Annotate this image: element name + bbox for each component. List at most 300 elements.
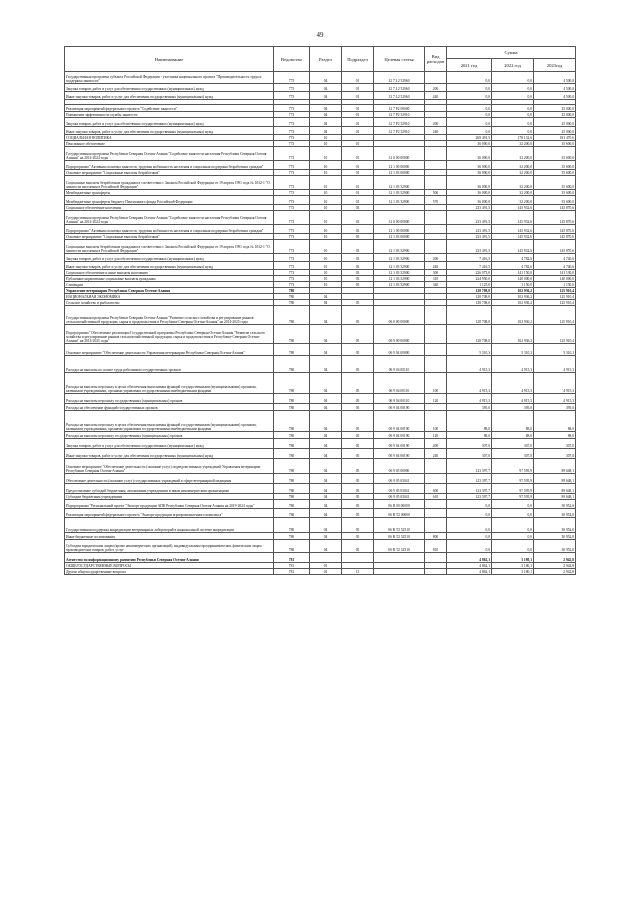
row-ved: 773 [274, 147, 310, 161]
row-expense-type [425, 211, 447, 225]
row-value-2022: 1 150,0 [492, 282, 534, 288]
row-value-2023: 145 870,6 [534, 211, 576, 225]
table-body [65, 72, 576, 575]
row-razdel: 10 [310, 141, 342, 147]
row-value-2023: 395,0 [534, 404, 576, 411]
header-2022: 2022 год [492, 59, 534, 72]
row-name: Сельское хозяйство и рыболовство [65, 300, 274, 306]
row-target-article: 12 0 00 00000 [374, 211, 425, 225]
row-razdel: 04 [310, 72, 342, 84]
row-name: Социальные выплаты безработным гражданам в соответствии с Законом Российской Федерации от 19 апреля 1991 года № 1032-1 "О занятости населения в Российской Федерации" [65, 240, 274, 254]
row-name: Субсидии бюджетным учреждениям [65, 494, 274, 500]
row-podrazdel: 01 [342, 176, 374, 190]
row-podrazdel: 03 [342, 211, 374, 225]
row-razdel: 01 [310, 563, 342, 569]
table-row [65, 484, 576, 494]
row-expense-type: 800 [425, 533, 447, 540]
row-name: Закупка товаров, работ и услуг для обеспечения государственных (муниципальных) нужд [65, 118, 274, 127]
row-expense-type [425, 325, 447, 344]
row-name: Подпрограмма "Обеспечение реализации Государственной программы Республики Северная Осетия-Алания "Развитие сельского хозяйства и регулирование рынков сельскохозяйственной продукции, сырья и продовольствия в Республике Северная Осетия-Алания" на 2014-2025 годы" [65, 325, 274, 344]
row-name: Расходы на выплаты персоналу в целях обеспечения выполнения функций государственными (муниципальными) органами, казенными учреждениями, органами управления государственными внебюджетными фондами [65, 373, 274, 394]
row-razdel: 04 [310, 394, 342, 404]
row-target-article: 12 1 03 52900 [374, 240, 425, 254]
row-razdel: 04 [310, 432, 342, 439]
row-podrazdel: 05 [342, 411, 374, 432]
row-value-2022: 32 200,0 [492, 147, 534, 161]
row-expense-type [425, 225, 447, 234]
row-ved: 773 [274, 127, 310, 135]
row-ved: 780 [274, 356, 310, 373]
row-value-2023: 125 910,4 [534, 300, 576, 306]
row-value-2021: 233 491,5 [447, 205, 492, 211]
row-value-2023: 89 648,1 [534, 474, 576, 484]
row-value-2021: 0,0 [447, 500, 492, 509]
row-value-2023: 25 000,0 [534, 118, 576, 127]
row-value-2021: 233 491,5 [447, 211, 492, 225]
row-value-2023: 25 000,0 [534, 127, 576, 135]
row-target-article: 06 9 04 00190 [374, 439, 425, 449]
row-expense-type: 200 [425, 254, 447, 262]
row-value-2023: 30 952,0 [534, 500, 576, 509]
row-value-2021: 4 862,1 [447, 569, 492, 575]
row-value-2021: 233 491,5 [447, 240, 492, 254]
row-target-article [374, 569, 425, 575]
row-value-2022: 32 200,0 [492, 141, 534, 147]
row-value-2022: 145 932,6 [492, 240, 534, 254]
header-expense-type: Вид расходов [425, 47, 447, 72]
row-target-article: 06 В T2 00000 [374, 509, 425, 518]
row-expense-type: 240 [425, 449, 447, 459]
row-podrazdel: 05 [342, 540, 374, 553]
row-value-2023: 30 952,0 [534, 533, 576, 540]
row-target-article: 12 7 P2 00000 [374, 105, 425, 112]
row-ved: 773 [274, 234, 310, 240]
row-podrazdel: 03 [342, 254, 374, 262]
row-expense-type [425, 569, 447, 575]
row-value-2021: 88,0 [447, 411, 492, 432]
row-value-2021: 123 397,7 [447, 474, 492, 484]
row-expense-type: 570 [425, 196, 447, 205]
row-name: Иные бюджетные ассигнования [65, 533, 274, 540]
row-value-2023: 88,0 [534, 411, 576, 432]
row-value-2021: 128 708,0 [447, 288, 492, 294]
row-value-2023: 5 310,3 [534, 344, 576, 356]
row-ved: 780 [274, 459, 310, 474]
row-expense-type: 240 [425, 127, 447, 135]
row-target-article: 12 1 03 00000 [374, 170, 425, 176]
row-ved: 773 [274, 190, 310, 196]
row-ved: 773 [274, 211, 310, 225]
row-name: Основное мероприятие "Социальные выплаты безработным" [65, 170, 274, 176]
row-expense-type: 100 [425, 411, 447, 432]
row-podrazdel: 05 [342, 449, 374, 459]
row-value-2021: 233 491,5 [447, 234, 492, 240]
table-row [65, 540, 576, 553]
row-value-2022: 102 936,2 [492, 288, 534, 294]
row-value-2021: 4 915,3 [447, 394, 492, 404]
row-value-2021: 4 915,3 [447, 356, 492, 373]
table-row [65, 240, 576, 254]
row-target-article: 06 9 04 00110 [374, 394, 425, 404]
row-expense-type [425, 240, 447, 254]
row-value-2021: 4 862,1 [447, 563, 492, 569]
row-ved: 780 [274, 509, 310, 518]
row-podrazdel: 05 [342, 356, 374, 373]
row-podrazdel: 01 [342, 84, 374, 92]
row-ved: 773 [274, 112, 310, 118]
row-name: Иные закупки товаров, работ и услуг для обеспечения государственных (муниципальных) нужд [65, 449, 274, 459]
row-value-2021: 128 708,0 [447, 306, 492, 325]
budget-table [64, 46, 576, 575]
row-target-article: 12 1 03 52900 [374, 176, 425, 190]
row-name: СОЦИАЛЬНАЯ ПОЛИТИКА [65, 135, 274, 141]
row-target-article: 06 В T2 52510 [374, 533, 425, 540]
row-value-2022: 32 200,0 [492, 170, 534, 176]
row-ved: 780 [274, 306, 310, 325]
row-ved: 780 [274, 518, 310, 533]
row-razdel: 10 [310, 135, 342, 141]
row-expense-type: 120 [425, 394, 447, 404]
row-podrazdel: 01 [342, 190, 374, 196]
row-razdel: 04 [310, 518, 342, 533]
row-name: Межбюджетные трансферты бюджету Пенсионного фонда Российской Федерации [65, 196, 274, 205]
row-target-article: 12 7 P2 52910 [374, 127, 425, 135]
row-razdel: 10 [310, 276, 342, 282]
row-target-article: 12 7 P2 52910 [374, 112, 425, 118]
row-name: Закупка товаров, работ и услуг для обеспечения государственных (муниципальных) нужд [65, 254, 274, 262]
row-ved: 773 [274, 196, 310, 205]
row-podrazdel: 01 [342, 170, 374, 176]
row-value-2022: 307,0 [492, 439, 534, 449]
row-value-2021: 0,0 [447, 540, 492, 553]
row-value-2023: 4 740,6 [534, 254, 576, 262]
row-ved: 780 [274, 474, 310, 484]
header-target-article: Целевая статья [374, 47, 425, 72]
row-expense-type [425, 500, 447, 509]
row-podrazdel: 05 [342, 518, 374, 533]
row-target-article: 12 7 L2 52960 [374, 92, 425, 100]
row-target-article: 06 9 04 00110 [374, 373, 425, 394]
row-target-article: 12 1 03 52900 [374, 254, 425, 262]
row-expense-type [425, 356, 447, 373]
row-podrazdel: 03 [342, 240, 374, 254]
row-name: Социальные выплаты безработным гражданам в соответствии с Законом Российской Федерации от 19 апреля 1991 года № 1032-1 "О занятости населения в Российской Федерации" [65, 176, 274, 190]
header-ved: Ведомство [274, 47, 310, 72]
row-ved: 780 [274, 500, 310, 509]
row-target-article: 12 1 03 00000 [374, 234, 425, 240]
row-expense-type [425, 161, 447, 170]
table-row [65, 196, 576, 205]
row-target-article: 12 1 03 52900 [374, 196, 425, 205]
row-podrazdel: 01 [342, 127, 374, 135]
row-podrazdel: 05 [342, 474, 374, 484]
row-ved: 780 [274, 494, 310, 500]
table-row [65, 432, 576, 439]
row-name: Основное мероприятие "Обеспечение деятельности (оказание услуг) подведомственных учреждений Управления ветеринарии Республики Северная Осетия-Алания" [65, 459, 274, 474]
row-podrazdel: 03 [342, 270, 374, 276]
row-value-2023: 181 470,6 [534, 135, 576, 141]
row-value-2021: 233 491,5 [447, 225, 492, 234]
row-value-2022: 0,0 [492, 518, 534, 533]
row-ved: 780 [274, 411, 310, 432]
row-target-article: 06 9 05 03041 [374, 474, 425, 484]
row-target-article: 06 В 00 00000 [374, 500, 425, 509]
header-2021: 2021 год [447, 59, 492, 72]
row-ved: 773 [274, 282, 310, 288]
row-value-2022: 0,0 [492, 533, 534, 540]
row-value-2021: 7 416,5 [447, 262, 492, 270]
table-row [65, 500, 576, 509]
table-row [65, 306, 576, 325]
row-name: Другие общегосударственные вопросы [65, 569, 274, 575]
row-name: Государственная программа Республики Северная Осетия-Алания "Развитие сельского хозяйства и регулирование рынков сельскохозяйственной продукции, сырья и продовольствия в Республике Северная Осетия-Алания" на 2014-2025 годы [65, 306, 274, 325]
row-value-2023: 30 952,0 [534, 540, 576, 553]
row-name: Расходы на выплаты персоналу государственных (муниципальных) органов [65, 432, 274, 439]
row-value-2021: 36 000,0 [447, 170, 492, 176]
row-podrazdel: 01 [342, 147, 374, 161]
row-target-article: 06 9 05 03041 [374, 494, 425, 500]
row-value-2021: 0,0 [447, 92, 492, 100]
row-target-article: 06 0 00 00000 [374, 306, 425, 325]
row-ved: 773 [274, 262, 310, 270]
row-value-2023: 4 915,3 [534, 394, 576, 404]
row-ved: 773 [274, 105, 310, 112]
row-razdel: 04 [310, 344, 342, 356]
row-value-2022: 32 200,0 [492, 161, 534, 170]
table-row [65, 254, 576, 262]
row-expense-type [425, 344, 447, 356]
row-value-2021: 123 397,7 [447, 484, 492, 494]
row-value-2022: 3 180,1 [492, 569, 534, 575]
row-ved: 780 [274, 300, 310, 306]
row-target-article: 06 9 04 00110 [374, 356, 425, 373]
row-ved: 780 [274, 373, 310, 394]
row-target-article: 12 1 03 52900 [374, 190, 425, 196]
row-name: Расходы на выплаты персоналу в целях обеспечения выполнения функций государственными (муниципальными) органами, казенными учреждениями, органами управления государственными внебюджетными фондами [65, 411, 274, 432]
table-row [65, 356, 576, 373]
row-ved: 773 [274, 118, 310, 127]
header-podrazdel: Подраздел [342, 47, 374, 72]
row-value-2021: 395,0 [447, 404, 492, 411]
row-name: Предоставление субсидий бюджетным, автономным учреждениям и иным некоммерческим организациям [65, 484, 274, 494]
row-value-2022: 102 936,2 [492, 294, 534, 300]
row-name: Государственная программа Республики Северная Осетия-Алания "Содействие занятости населения Республики Северная Осетия-Алания" на 2014-2024 годы [65, 147, 274, 161]
table-row [65, 533, 576, 540]
row-expense-type: 200 [425, 118, 447, 127]
table-row [65, 147, 576, 161]
row-razdel: 04 [310, 484, 342, 494]
row-name: Подпрограмма "Активная политика занятости, трудовая мобильность населения и социальная поддержка безработных граждан" [65, 225, 274, 234]
row-razdel: 04 [310, 540, 342, 553]
row-podrazdel: 05 [342, 325, 374, 344]
row-target-article: 12 1 03 52900 [374, 282, 425, 288]
row-ved: 773 [274, 254, 310, 262]
row-value-2022: 32 200,0 [492, 176, 534, 190]
row-target-article: 06 9 04 00190 [374, 411, 425, 432]
row-value-2022: 0,0 [492, 105, 534, 112]
row-value-2021: 88,0 [447, 432, 492, 439]
row-expense-type: 240 [425, 92, 447, 100]
row-value-2023: 141 130,0 [534, 270, 576, 276]
row-value-2023: 2 942,8 [534, 569, 576, 575]
row-expense-type [425, 404, 447, 411]
row-ved: 773 [274, 240, 310, 254]
row-value-2023: 35 600,0 [534, 147, 576, 161]
row-value-2023: 125 910,4 [534, 325, 576, 344]
row-target-article: 06 9 04 00190 [374, 432, 425, 439]
row-value-2021: 0,0 [447, 105, 492, 112]
row-razdel: 10 [310, 196, 342, 205]
row-value-2021: 0,0 [447, 533, 492, 540]
row-target-article: 06 9 05 00000 [374, 459, 425, 474]
row-name: Агентство по информационному развитию Республики Северная Осетия-Алания [65, 553, 274, 563]
row-target-article: 12 1 00 00000 [374, 225, 425, 234]
row-razdel: 04 [310, 325, 342, 344]
row-name: Реализация мероприятий федерального проекта "Содействие занятости" [65, 105, 274, 112]
row-name: НАЦИОНАЛЬНАЯ ЭКОНОМИКА [65, 294, 274, 300]
table-row [65, 161, 576, 170]
row-value-2021: 0,0 [447, 84, 492, 92]
row-value-2021: 36 000,0 [447, 141, 492, 147]
row-podrazdel: 05 [342, 432, 374, 439]
row-value-2023: 89 648,1 [534, 494, 576, 500]
row-value-2023: 35 600,0 [534, 141, 576, 147]
row-value-2021: 36 000,0 [447, 161, 492, 170]
row-podrazdel: 03 [342, 234, 374, 240]
row-name: Расходы на обеспечение функций государственных органов [65, 404, 274, 411]
row-podrazdel: 01 [342, 161, 374, 170]
row-podrazdel: 03 [342, 276, 374, 282]
row-podrazdel: 03 [342, 205, 374, 211]
row-razdel: 10 [310, 234, 342, 240]
row-expense-type: 120 [425, 432, 447, 439]
row-value-2022: 307,0 [492, 449, 534, 459]
row-value-2022: 0,0 [492, 92, 534, 100]
row-ved: 780 [274, 394, 310, 404]
row-podrazdel: 05 [342, 509, 374, 518]
row-ved: 780 [274, 484, 310, 494]
row-value-2022: 145 932,6 [492, 205, 534, 211]
row-expense-type: 610 [425, 494, 447, 500]
row-value-2022: 0,0 [492, 500, 534, 509]
row-value-2023: 35 600,0 [534, 196, 576, 205]
row-value-2021: 123 397,7 [447, 459, 492, 474]
row-value-2021: 36 000,0 [447, 147, 492, 161]
row-value-2021: 307,0 [447, 449, 492, 459]
table-row [65, 569, 576, 575]
row-razdel: 04 [310, 300, 342, 306]
row-value-2022: 97 595,9 [492, 474, 534, 484]
row-razdel: 10 [310, 170, 342, 176]
row-name: Управление ветеринарии Республики Северная Осетия-Алания [65, 288, 274, 294]
row-name: Обеспечение деятельности (оказание услуг) государственных учреждений в сфере ветеринарной медицины [65, 474, 274, 484]
row-razdel: 04 [310, 306, 342, 325]
row-value-2021: 128 708,0 [447, 300, 492, 306]
table-row [65, 344, 576, 356]
row-razdel: 04 [310, 404, 342, 411]
row-value-2023: 4 500,0 [534, 84, 576, 92]
row-value-2021: 269 491,5 [447, 135, 492, 141]
row-target-article: 12 7 L2 52960 [374, 72, 425, 84]
row-value-2021: 0,0 [447, 112, 492, 118]
row-target-article: 06 9 04 00190 [374, 449, 425, 459]
row-razdel: 04 [310, 533, 342, 540]
row-podrazdel: 05 [342, 404, 374, 411]
row-value-2023: 88,0 [534, 432, 576, 439]
table-row [65, 449, 576, 459]
row-ved: 780 [274, 325, 310, 344]
row-razdel: 10 [310, 270, 342, 276]
row-ved: 780 [274, 449, 310, 459]
row-ved: 780 [274, 540, 310, 553]
table-row [65, 518, 576, 533]
row-podrazdel [342, 553, 374, 563]
row-expense-type [425, 459, 447, 474]
row-value-2022: 88,0 [492, 411, 534, 432]
row-expense-type: 810 [425, 540, 447, 553]
row-ved: 780 [274, 432, 310, 439]
row-ved: 773 [274, 176, 310, 190]
row-value-2022: 102 936,2 [492, 300, 534, 306]
row-razdel: 04 [310, 494, 342, 500]
row-value-2023: 35 600,0 [534, 176, 576, 190]
row-name: Подпрограмма "Активная политика занятости, трудовая мобильность населения и социальная поддержка безработных граждан" [65, 161, 274, 170]
row-name: Государственная поддержка аккредитации ветеринарных лабораторий в национальной системе аккредитации [65, 518, 274, 533]
row-name: Социальное обеспечение населения [65, 205, 274, 211]
row-value-2023: 25 000,0 [534, 112, 576, 118]
row-expense-type: 240 [425, 262, 447, 270]
row-expense-type [425, 176, 447, 190]
row-value-2022: 32 200,0 [492, 196, 534, 205]
row-podrazdel: 01 [342, 141, 374, 147]
row-expense-type: 300 [425, 270, 447, 276]
row-value-2023: 145 870,6 [534, 234, 576, 240]
row-value-2021: 36 000,0 [447, 176, 492, 190]
row-value-2022: 178 132,6 [492, 135, 534, 141]
row-ved: 773 [274, 135, 310, 141]
row-value-2022: 3 180,1 [492, 553, 534, 563]
row-razdel: 10 [310, 225, 342, 234]
row-ved: 780 [274, 294, 310, 300]
row-razdel: 04 [310, 439, 342, 449]
table-row [65, 553, 576, 563]
row-name: Основное мероприятие "Социальные выплаты безработным" [65, 234, 274, 240]
row-ved: 780 [274, 404, 310, 411]
table-row [65, 92, 576, 100]
row-expense-type: 200 [425, 439, 447, 449]
row-razdel: 04 [310, 373, 342, 394]
row-podrazdel: 01 [342, 118, 374, 127]
row-razdel: 04 [310, 500, 342, 509]
header-2023: 2023год [534, 59, 576, 72]
row-razdel: 10 [310, 262, 342, 270]
row-ved: 773 [274, 72, 310, 84]
row-value-2023: 35 600,0 [534, 190, 576, 196]
row-value-2022: 0,0 [492, 540, 534, 553]
row-expense-type: 340 [425, 282, 447, 288]
row-value-2022: 141 150,0 [492, 270, 534, 276]
row-ved: 773 [274, 84, 310, 92]
row-target-article: 06 9 05 03041 [374, 484, 425, 494]
row-value-2021: 36 000,0 [447, 190, 492, 196]
row-value-2022: 97 595,9 [492, 484, 534, 494]
row-name: Иные закупки товаров, работ и услуг для обеспечения государственных (муниципальных) нужд [65, 262, 274, 270]
row-value-2021: 224 950,0 [447, 276, 492, 282]
row-name: Закупка товаров, работ и услуг для обеспечения государственных (муниципальных) нужд [65, 439, 274, 449]
row-value-2021: 4 915,3 [447, 373, 492, 394]
row-razdel: 10 [310, 282, 342, 288]
row-value-2022: 140 000,0 [492, 276, 534, 282]
